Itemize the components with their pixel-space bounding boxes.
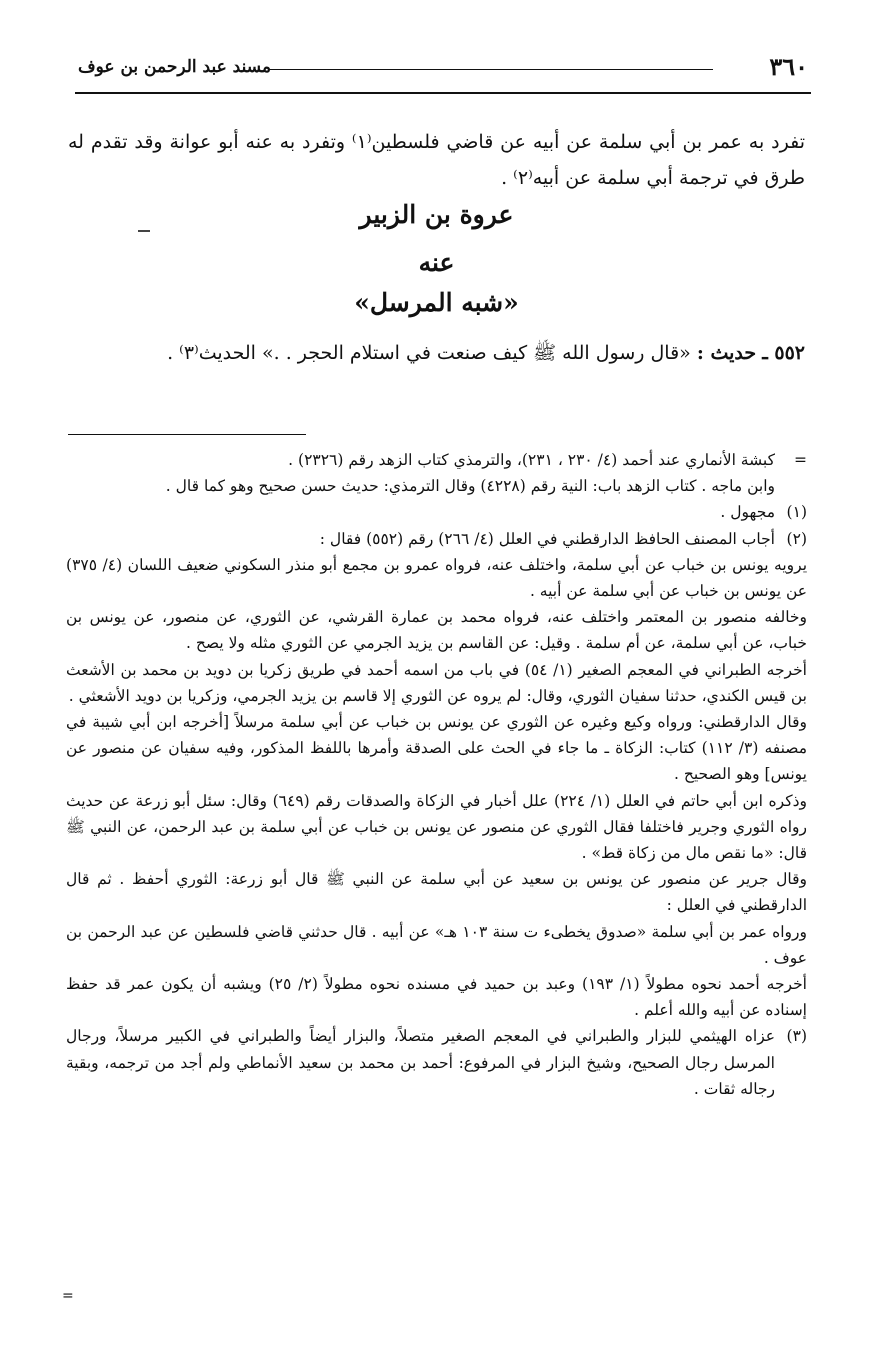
footnote-mark: (٢) — [786, 529, 807, 548]
running-title: مسند عبد الرحمن بن عوف — [78, 57, 271, 77]
footnotes — [66, 447, 807, 1102]
page-number: ٣٦٠ — [769, 52, 808, 81]
footnote-3 — [66, 1023, 807, 1102]
hadith-text: «قال رسول الله ﷺ كيف صنعت في استلام الحجر . .» الحديث⁽٣⁾ . — [167, 342, 691, 364]
footnote-paragraph: وقال جرير عن منصور عن يونس بن سعيد عن أبي سلمة عن النبي ﷺ قال أبو زرعة: الثوري أحفظ . ثم قال الدارقطني في العلل : — [66, 870, 807, 915]
footnote-continuation — [66, 447, 807, 499]
continuation-line: كبشة الأنماري عند أحمد (٤/ ٢٣٠ ، ٢٣١)، والترمذي كتاب الزهد رقم (٢٣٢٦) . — [288, 451, 775, 469]
footnote-paragraph: أخرجه الطبراني في المعجم الصغير (١/ ٥٤) في باب من اسمه أحمد في طريق زكريا بن دويد بن محمد بن الأشعث بن قيس الكندي، حدثنا سفيان الثوري، وقال: لم يروه عن الثوري إلا قاسم بن يزيد الجرمي، وزكريا بن دويد الأشعثي . — [66, 660, 807, 705]
header-rule — [75, 92, 811, 94]
section-note: «شبه المرسل» — [354, 288, 519, 317]
page-header — [78, 52, 808, 86]
footnote-mark: (٣) — [786, 1027, 807, 1046]
footnote-paragraph: وخالفه منصور بن المعتمر واختلف عنه، فرواه محمد بن عمارة القرشي، عن الثوري، عن منصور، عن يونس بن خباب، عن أبي سلمة، عن أم سلمة . وقيل: عن القاسم بن يزيد الجرمي عن الثوري مثله ولا يصح . — [66, 608, 807, 653]
footnote-paragraph: وقال الدارقطني: ورواه وكيع وغيره عن الثوري عن يونس بن خباب عن أبي سلمة مرسلاً [أخرجه ابن أبي شيبة في مصنفه (٣/ ١١٢) كتاب: الزكاة ـ ما جاء في الحث على الصدقة وأمرها باللفظ المذكور، وفيه سفيان عن منصور عن يونس] وهو الصحيح . — [66, 713, 808, 784]
bottom-continuation-mark: = — [62, 1288, 74, 1304]
footnote-mark: (١) — [786, 503, 807, 522]
footnote-paragraph: أخرجه أحمد نحوه مطولاً (١/ ١٩٣) وعبد بن حميد في مسنده نحوه مطولاً (٢/ ٢٥) ويشبه أن يكون عمر قد حفظ إسناده عن أبيه والله أعلم . — [66, 975, 807, 1020]
footnote-text: عزاه الهيثمي للبزار والطبراني في المعجم الصغير متصلاً، والبزار أيضاً والطبراني في الكبير مرسلاً، ورجال المرسل رجال الصحيح، وشيخ البزار في المرفوع: أحمد بن محمد بن سعيد الأنماطي ولم أجد من ترجمه، وبقية رجاله ثقات . — [66, 1027, 775, 1098]
section-title: عروة بن الزبير — [359, 200, 514, 229]
footnote-paragraph: وذكره ابن أبي حاتم في العلل (١/ ٢٢٤) علل أخبار في الزكاة والصدقات رقم (٦٤٩) وقال: سئل أبو زرعة عن حديث رواه الثوري وجرير فاختلفا فقال الثوري عن منصور عن يونس بن خباب عن أبي سلمة بن عبد الرحمن، عن النبي ﷺ قال: «ما نقص مال من زكاة قط» . — [66, 791, 807, 863]
header-dash-line — [268, 69, 713, 70]
hadith-entry — [68, 335, 805, 371]
footnote-2-body — [66, 552, 807, 1024]
footnote-1 — [66, 499, 807, 525]
hadith-number: ٥٥٢ ـ — [762, 342, 805, 364]
footnote-2 — [66, 526, 807, 552]
continuation-mark: = — [794, 451, 807, 469]
intro-paragraph: تفرد به عمر بن أبي سلمة عن أبيه عن قاضي فلسطين⁽١⁾ وتفرد به عنه أبو عوانة وقد تقدم له طرق في ترجمة أبي سلمة عن أبيه⁽٢⁾ . — [68, 131, 805, 189]
footnote-text: مجهول . — [720, 503, 775, 522]
section-subtitle: عنه — [418, 248, 455, 277]
footnote-separator — [68, 434, 306, 435]
continuation-line: وابن ماجه . كتاب الزهد باب: النية رقم (٤٢٢٨) وقال الترمذي: حديث حسن صحيح وهو كما قال . — [165, 477, 775, 496]
scan-mark — [138, 230, 150, 232]
footnote-lead: أجاب المصنف الحافظ الدارقطني في العلل (٤/ ٢٦٦) رقم (٥٥٢) فقال : — [319, 529, 775, 548]
hadith-label: حديث : — [696, 342, 757, 364]
footnote-paragraph: ورواه عمر بن أبي سلمة «صدوق يخطىء ت سنة ١٠٣ هـ» عن أبيه . قال حدثني قاضي فلسطين عن عبد الرحمن بن عوف . — [66, 922, 807, 967]
footnote-paragraph: يرويه يونس بن خباب عن أبي سلمة، واختلف عنه، فرواه عمرو بن مجمع أبو منذر السكوني ضعيف اللسان (٤/ ٣٧٥) عن يونس بن خباب عن أبي سلمة عن أبيه . — [66, 555, 808, 601]
